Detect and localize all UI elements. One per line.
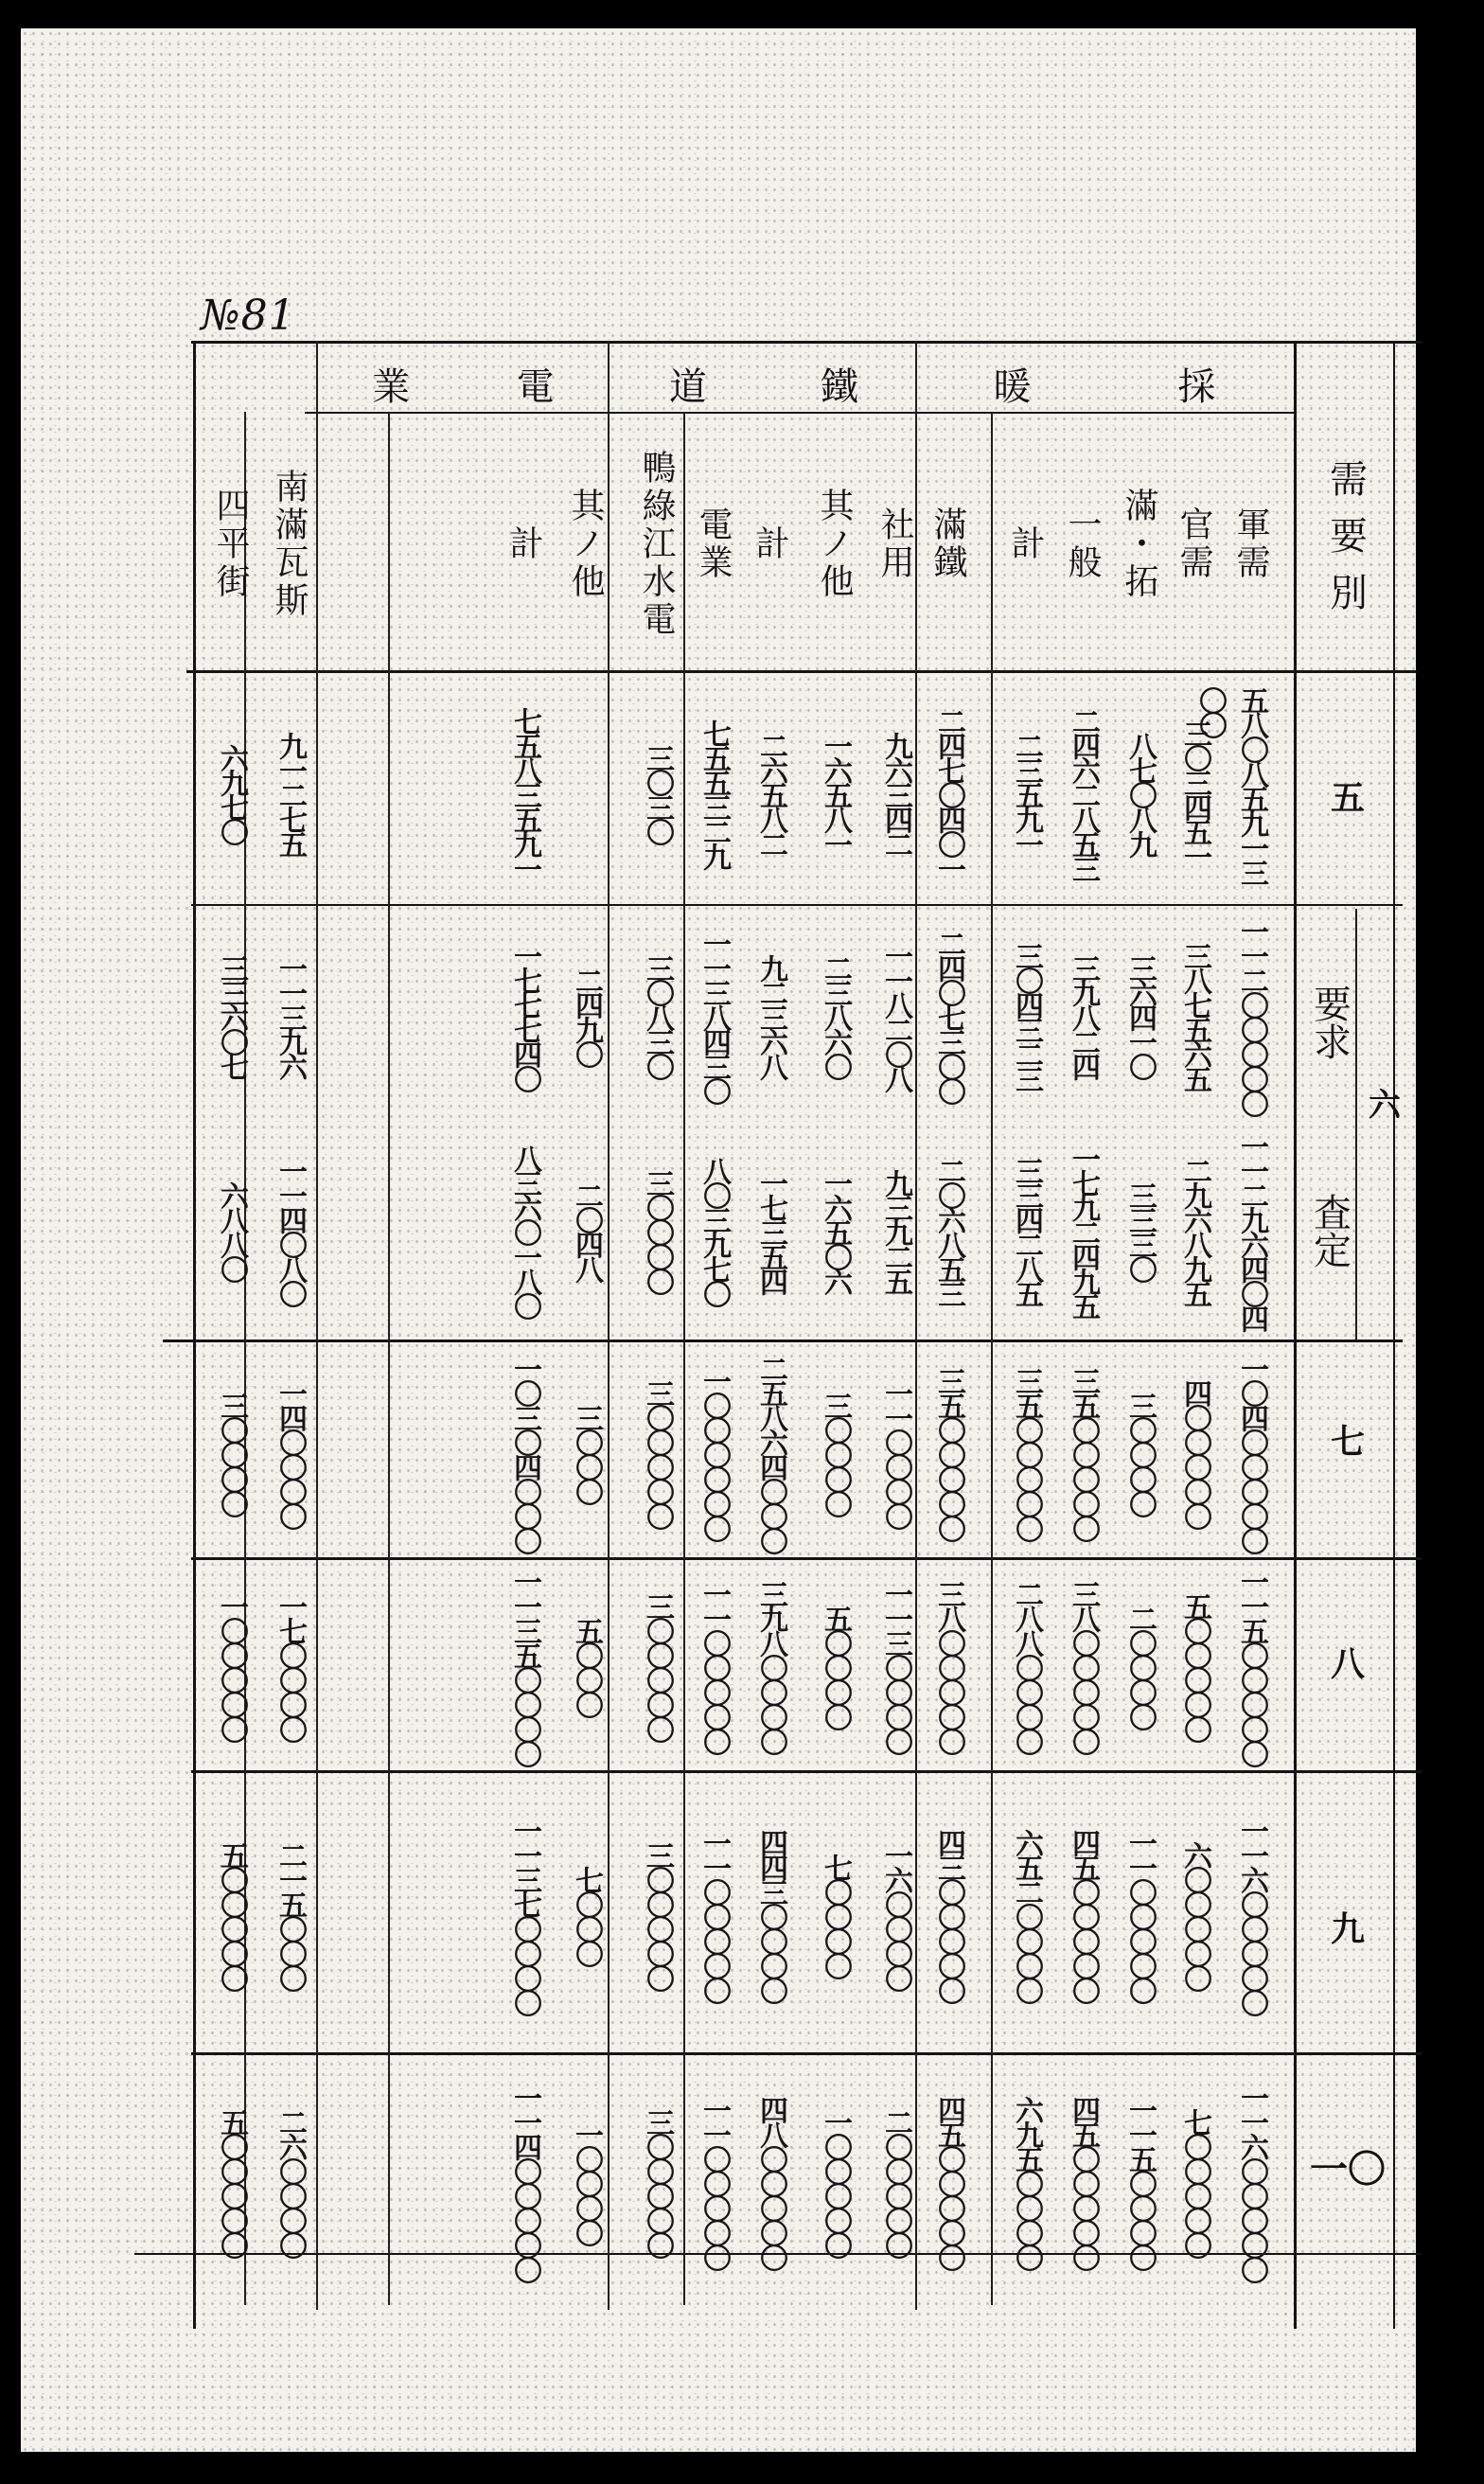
- cell-row6b-rail_total: 一七三五四: [754, 1169, 787, 1292]
- scan-edge: [1416, 28, 1448, 2452]
- cat-char: 暖: [993, 364, 1032, 409]
- cell-row7-shayo: 一一〇〇〇〇: [879, 1379, 912, 1527]
- cell-row7-heat_total: 三五〇〇〇〇〇: [1010, 1367, 1043, 1539]
- column-header-shayo: 社用: [875, 506, 914, 582]
- cell-row6b-yalu: 三〇〇〇〇: [641, 1169, 674, 1292]
- category-railway: [612, 360, 915, 407]
- cell-row7-siping: 三〇〇〇〇: [215, 1392, 248, 1515]
- column-header-heat_total: 計: [1006, 525, 1045, 563]
- cell-row9-mantetsu: 四三〇〇〇〇〇: [932, 1828, 965, 2001]
- row-rule-7: [163, 1340, 1403, 1342]
- rule-railtotal: [683, 412, 685, 2305]
- cell-row6b-gov: 二九六八九五: [1178, 1157, 1211, 1304]
- cell-row10-general: 四五〇〇〇〇〇: [1067, 2096, 1100, 2268]
- cell-row7-rail_total: 二五八六四〇〇〇: [754, 1355, 787, 1552]
- cell-row8-mantetsu: 三八〇〇〇〇〇: [932, 1580, 965, 1752]
- cell-row6a-denki: 一一三八四三〇: [698, 929, 731, 1102]
- cell-row5-heat_total: 二三五九一: [1010, 731, 1043, 855]
- cell-row6a-shayo: 一一八二〇八: [879, 941, 912, 1090]
- cell-row7-elec_other: 三〇〇〇: [570, 1404, 603, 1502]
- cat-char: 業: [372, 364, 411, 409]
- cell-row6a-elec_other: 二四九〇: [570, 966, 603, 1065]
- cell-row9-elec_total: 一一三七〇〇〇〇: [508, 1816, 541, 2014]
- cell-row9-gas: 二一五〇〇〇: [274, 1840, 307, 1989]
- cell-row8-elec_total: 一一三五〇〇〇〇: [508, 1568, 541, 1765]
- cell-row10-army: 一一六〇〇〇〇〇: [1235, 2084, 1268, 2280]
- column-header-rail_other: 其ノ他: [815, 488, 854, 601]
- cell-row5-gov: 三〇三四五一: [1178, 719, 1211, 867]
- table-right-rule: [1393, 341, 1395, 2329]
- cell-row5-rail_other: 一六五八一: [819, 731, 852, 855]
- cell-row5-siping: 六九七〇: [215, 743, 248, 843]
- cell-row6b-gas: 一一四〇八〇: [274, 1157, 307, 1304]
- cell-row6a-rail_other: 二三八六〇: [819, 953, 852, 1077]
- cell-row6a-gov: 三八七五六五: [1178, 941, 1211, 1090]
- column-header-gov: 官需: [1175, 506, 1213, 582]
- rule-elec-gas: [316, 341, 318, 2310]
- cell-row6b-siping: 六八八〇: [215, 1181, 248, 1280]
- cell-row6a-yalu: 三〇八三〇: [641, 953, 674, 1077]
- cell-row10-denki: 一一〇〇〇〇〇: [698, 2096, 731, 2268]
- cell-row6a-rail_total: 九二三六八: [754, 953, 787, 1077]
- column-header-general: 一般: [1063, 506, 1102, 582]
- cell-row10-gov: 七〇〇〇〇〇: [1178, 2108, 1211, 2256]
- cell-row8-rail_other: 五〇〇〇〇: [819, 1605, 852, 1728]
- cell-row10-mantaku: 一一五〇〇〇〇: [1123, 2096, 1157, 2268]
- cat-char: 鐵: [821, 364, 858, 409]
- assessment-label: 査定: [1307, 1193, 1352, 1269]
- column-header-elec_other: 其ノ他: [566, 488, 605, 601]
- cell-row7-mantetsu: 三五〇〇〇〇〇: [932, 1367, 965, 1539]
- cell-row9-denki: 一一〇〇〇〇〇: [698, 1828, 731, 2001]
- cell-row8-mantaku: 二〇〇〇〇: [1123, 1605, 1157, 1728]
- cell-row6a-siping: 三三六〇七: [215, 953, 248, 1077]
- cell-row10-heat_total: 六九五〇〇〇〇: [1010, 2096, 1043, 2268]
- cell-row7-mantaku: 三〇〇〇〇: [1123, 1392, 1157, 1515]
- cat-char: 採: [1177, 364, 1216, 409]
- column-header-gas: 南滿瓦斯: [270, 469, 309, 620]
- cell-row6b-general: 一七九二四九五: [1067, 1144, 1100, 1317]
- category-electric: [319, 360, 608, 407]
- cell-row10-siping: 五〇〇〇〇〇: [215, 2108, 248, 2256]
- cell-row9-yalu: 三〇〇〇〇〇: [641, 1840, 674, 1989]
- row-rule-8: [191, 1557, 1422, 1560]
- column-header-rail_total: 計: [751, 525, 789, 563]
- cell-row6a-mantetsu: 二四〇七三〇〇: [932, 929, 965, 1102]
- cell-row9-gov: 六〇〇〇〇〇: [1178, 1840, 1211, 1989]
- cell-row5-denki: 七五五三二九: [698, 719, 731, 867]
- column-header-mantaku: 滿・拓: [1120, 488, 1158, 601]
- cell-row8-gas: 一七〇〇〇〇: [274, 1592, 307, 1740]
- cell-row6a-heat_total: 三〇四三二三: [1010, 941, 1043, 1090]
- table-left-rule: [193, 341, 196, 2329]
- cell-row7-elec_total: 一〇三〇四〇〇〇: [508, 1355, 541, 1552]
- cell-row6b-elec_other: 二〇四八: [570, 1181, 603, 1280]
- header-rule: [186, 670, 1417, 673]
- column-header-denki: 電業: [694, 506, 733, 582]
- cell-row6b-mantaku: 三三三〇: [1123, 1181, 1157, 1280]
- cell-row6b-heat_total: 三三四二八五: [1010, 1157, 1043, 1304]
- cell-row8-heat_total: 二八八〇〇〇〇: [1010, 1580, 1043, 1752]
- cell-row7-rail_other: 三〇〇〇〇: [819, 1392, 852, 1515]
- cell-row10-rail_other: 一〇〇〇〇〇: [819, 2108, 852, 2256]
- cell-row9-rail_total: 四四三〇〇〇〇: [754, 1828, 787, 2001]
- row-rule-6: [191, 904, 1403, 906]
- column-header-elec_total: 計: [504, 525, 543, 563]
- cell-row8-general: 三八〇〇〇〇〇: [1067, 1580, 1100, 1752]
- cell-row10-elec_other: 一〇〇〇〇: [570, 2120, 603, 2244]
- table-top-rule: [191, 341, 1422, 344]
- rule-heattotal: [991, 412, 993, 2305]
- cell-row9-mantaku: 一一〇〇〇〇〇: [1123, 1828, 1157, 2001]
- cell-row7-general: 三五〇〇〇〇〇: [1067, 1367, 1100, 1539]
- cell-row7-denki: 一〇〇〇〇〇〇: [698, 1367, 731, 1539]
- cell-row6a-gas: 一一三九六: [274, 953, 307, 1077]
- cell-row6a-general: 三九八二四: [1067, 953, 1100, 1077]
- cell-row8-gov: 五〇〇〇〇〇: [1178, 1592, 1211, 1740]
- cell-row6b-rail_other: 一六五〇六: [819, 1169, 852, 1292]
- year-8: 八: [1330, 1644, 1365, 1684]
- cell-row7-yalu: 三〇〇〇〇〇: [641, 1379, 674, 1527]
- cell-row9-rail_other: 七〇〇〇〇: [819, 1853, 852, 1977]
- row-rule-10: [191, 2052, 1422, 2055]
- year-7: 七: [1330, 1422, 1365, 1462]
- cell-row8-yalu: 三〇〇〇〇〇: [641, 1592, 674, 1740]
- cell-row6b-shayo: 九三九二五: [879, 1169, 912, 1292]
- cell-row10-elec_total: 一一四〇〇〇〇〇: [508, 2084, 541, 2280]
- rule-electotal: [388, 412, 390, 2305]
- cell-row10-gas: 二六〇〇〇〇: [274, 2108, 307, 2256]
- cell-row9-heat_total: 六五二〇〇〇〇: [1010, 1828, 1043, 2001]
- cell-row5-mantaku: 八七〇八九: [1123, 731, 1157, 855]
- cell-row8-army: 一一五〇〇〇〇〇: [1235, 1568, 1268, 1765]
- document-page: [21, 28, 1448, 2452]
- row-header-title: 需要別: [1323, 459, 1368, 630]
- cell-row10-yalu: 三〇〇〇〇〇: [641, 2108, 674, 2256]
- cell-row8-denki: 一一〇〇〇〇〇: [698, 1580, 731, 1752]
- column-header-siping: 四平街: [211, 488, 250, 601]
- cell-row6a-army: 一一二〇〇〇〇〇: [1235, 916, 1268, 1114]
- category-rule: [305, 412, 1294, 414]
- cell-row9-general: 四五〇〇〇〇〇: [1067, 1828, 1100, 2001]
- year-9: 九: [1330, 1909, 1365, 1949]
- six-bracket-rule: [1355, 909, 1357, 1340]
- column-header-army: 軍需: [1231, 506, 1270, 582]
- cat-char: 電: [516, 364, 555, 409]
- cell-row5-elec_total: 七五八三五九一: [508, 706, 541, 879]
- cell-row6b-army: 一一二九六四〇四: [1235, 1132, 1268, 1329]
- cell-row5-army: 五八〇八五九一三〇〇: [1193, 686, 1268, 883]
- cell-row9-army: 一一六〇〇〇〇〇: [1235, 1816, 1268, 2014]
- request-assessment-label: [1304, 918, 1355, 1335]
- cell-row9-shayo: 一六〇〇〇〇: [879, 1840, 912, 1989]
- cell-row5-elec_other: [565, 686, 607, 899]
- cell-row7-army: 一〇四〇〇〇〇〇: [1235, 1355, 1268, 1552]
- cell-row5-gas: 九一二七五: [274, 731, 307, 855]
- year-6: 六: [1369, 1087, 1401, 1125]
- cell-row6a-mantaku: 三六四一〇: [1123, 953, 1157, 1077]
- cell-row6b-elec_total: 八三六〇一八〇: [508, 1144, 541, 1317]
- cell-row7-gas: 一四〇〇〇〇: [274, 1379, 307, 1527]
- cell-row5-shayo: 九六三四二: [879, 731, 912, 855]
- cell-row5-mantetsu: 二四七〇四〇一: [932, 706, 965, 879]
- cell-row7-gov: 四〇〇〇〇〇: [1178, 1379, 1211, 1527]
- cell-row6a-elec_total: 一七七七四〇: [508, 941, 541, 1090]
- cell-row8-elec_other: 五〇〇〇: [570, 1617, 603, 1715]
- cell-row9-siping: 五〇〇〇〇〇: [215, 1840, 248, 1989]
- cell-row10-mantetsu: 四五〇〇〇〇〇: [932, 2096, 965, 2268]
- year-5: 五: [1330, 778, 1365, 818]
- request-label: 要求: [1307, 985, 1352, 1060]
- cell-row6b-denki: 八〇三九七〇: [698, 1157, 731, 1304]
- cell-row5-general: 二四六二八五三: [1067, 706, 1100, 879]
- cell-row5-yalu: 三〇三〇: [641, 743, 674, 843]
- row-rule-9: [191, 1770, 1422, 1773]
- cell-row10-rail_total: 四八〇〇〇〇〇: [754, 2096, 787, 2268]
- column-header-yalu: 鴨綠江水電: [637, 450, 676, 639]
- cell-row9-elec_other: 七〇〇〇: [570, 1865, 603, 1964]
- column-header-mantetsu: 滿鐵: [928, 506, 967, 582]
- cell-row8-siping: 一〇〇〇〇〇: [215, 1592, 248, 1740]
- label-column-rule: [1294, 341, 1297, 2329]
- cell-row8-rail_total: 三九八〇〇〇〇: [754, 1580, 787, 1752]
- page-number: №81: [201, 292, 296, 340]
- year-10: 一〇: [1310, 2147, 1386, 2191]
- category-mining-heating: [920, 360, 1289, 407]
- cell-row6b-mantetsu: 二〇六八五三: [932, 1157, 965, 1304]
- cell-row8-shayo: 一一三〇〇〇〇: [879, 1580, 912, 1752]
- cell-row10-shayo: 二〇〇〇〇〇: [879, 2108, 912, 2256]
- cell-row5-rail_total: 二六五八二: [754, 731, 787, 855]
- cat-char: 道: [669, 364, 707, 409]
